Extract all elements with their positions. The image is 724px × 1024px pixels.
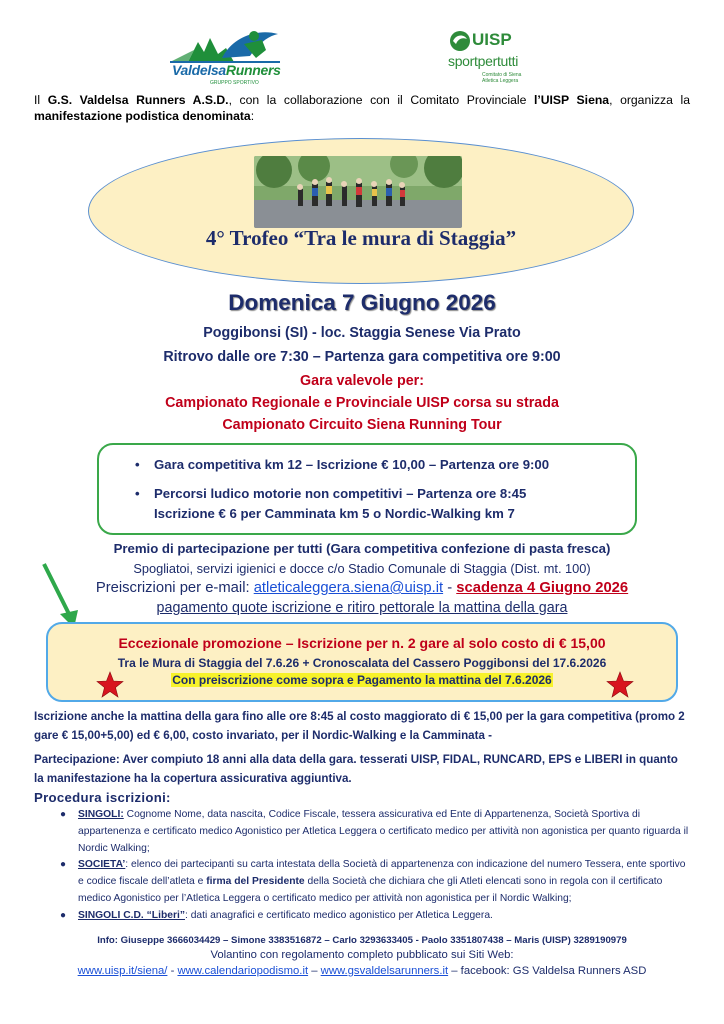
uisp-emblem-icon: [448, 30, 472, 52]
red-star-icon: [606, 671, 634, 699]
bullet-icon: ●: [60, 809, 67, 820]
uisp-sportpertutti-text: sportpertutti: [448, 53, 519, 69]
valid-for-heading: Gara valevole per:: [300, 373, 424, 389]
race-photo: [254, 156, 462, 228]
event-location: Poggibonsi (SI) - loc. Staggia Senese Via Prato: [203, 325, 521, 341]
event-date: Domenica 7 Giugno 2026: [228, 290, 496, 315]
red-star-icon: [96, 671, 124, 699]
procedure-item-societa: ● SOCIETA’: elenco dei partecipanti su carta intestata della Società di appartenenza con indicazione del numero Tessera, ente sportivo e codice fiscale dell’atleta e firma del Presidente della Società che dichiara che gli Atleti elencati sono in regola con il certificato medico Agonistico per l’Atletica Leggera o certificato medico per attività non agonistica per il Nordic Walking;: [78, 856, 690, 907]
websites-line: www.uisp.it/siena/ - www.calendariopodismo.it – www.gsvaldelsarunners.it – facebook: GS Valdelsa Runners ASD: [77, 965, 647, 977]
event-title: 4° Trofeo “Tra le mura di Staggia”: [205, 226, 517, 250]
participation-requirements: Partecipazione: Aver compiuto 18 anni alla data della gara. tesserati UISP, FIDAL, RUNCARD, EPS e LIBERI in quanto la manifestazione ha la copertura assicurativa aggiuntiva.: [34, 753, 678, 785]
valdelsa-logo-text: ValdelsaRunners: [172, 62, 281, 78]
procedure-title: Procedura iscrizioni:: [34, 790, 171, 805]
procedure-item-liberi: ● SINGOLI C.D. “Liberi”: dati anagrafici e certificato medico agonistico per Atletica Leggera.: [78, 907, 690, 924]
uisp-logo-text: UISP: [472, 30, 512, 49]
competitive-race-item: • Gara competitiva km 12 – Iscrizione € 10,00 – Partenza ore 9:00: [154, 455, 549, 475]
uisp-logo: [448, 30, 548, 90]
non-competitive-fee: Iscrizione € 6 per Camminata km 5 o Nordic-Walking km 7: [154, 506, 515, 521]
bullet-icon: ●: [60, 859, 67, 870]
intro-paragraph: Il G.S. Valdelsa Runners A.S.D., con la collaborazione con il Comitato Provinciale l’UISP Siena, organizza la manifestazione podistica denominata:: [34, 93, 690, 123]
championship-circuit: Campionato Circuito Siena Running Tour: [222, 417, 502, 433]
promotion-conditions: Con preiscrizione come sopra e Pagamento la mattina del 7.6.2026: [172, 673, 552, 687]
gsvaldelsarunners-link[interactable]: www.gsvaldelsarunners.it: [320, 965, 449, 977]
uisp-comitato-text: Comitato di Siena: [482, 72, 522, 78]
uisp-siena-link[interactable]: www.uisp.it/siena/: [77, 965, 168, 977]
promotion-races: Tra le Mura di Staggia del 7.6.26 + Cronoscalata del Cassero Poggibonsi del 17.6.2026: [117, 656, 607, 670]
championship-regional: Campionato Regionale e Provinciale UISP corsa su strada: [165, 395, 559, 411]
runner-mountain-icon: [170, 28, 288, 64]
bullet-icon: ●: [60, 910, 67, 921]
uisp-atletica-text: Atletica Leggera: [482, 78, 519, 84]
deadline-text: scadenza 4 Giugno 2026: [456, 580, 629, 596]
calendariopodismo-link[interactable]: www.calendariopodismo.it: [177, 965, 309, 977]
facilities-info: Spogliatoi, servizi igienici e docce c/o Stadio Comunale di Staggia (Dist. mt. 100): [133, 561, 591, 576]
valdelsa-logo-subtitle: GRUPPO SPORTIVO: [210, 80, 259, 86]
non-competitive-item: • Percorsi ludico motorie non competitivi – Partenza ore 8:45: [154, 484, 526, 504]
participation-prize: Premio di partecipazione per tutti (Gara competitiva confezione di pasta fresca): [113, 541, 611, 556]
email-link[interactable]: atleticaleggera.siena@uisp.it: [253, 580, 444, 596]
payment-info: pagamento quote iscrizione e ritiro pettorale la mattina della gara: [156, 600, 568, 616]
flyer-note: Volantino con regolamento completo pubblicato sui Siti Web:: [210, 949, 514, 961]
bullet-icon: •: [135, 486, 140, 501]
preregistration-line: Preiscrizioni per e-mail: atleticaleggera.siena@uisp.it - scadenza 4 Giugno 2026: [95, 580, 629, 596]
bullet-icon: •: [135, 457, 140, 472]
procedure-item-singoli: ● SINGOLI: Cognome Nome, data nascita, Codice Fiscale, tessera assicurativa ed Ente di Appartenenza, Società Sportiva di appartenenza e certificato medico Agonistico per Atletica Leggera o certificato medico per attività non agonistica per quanto riguarda il Nordic Walking;: [78, 806, 690, 857]
promotion-headline: Eccezionale promozione – Iscrizione per n. 2 gare al solo costo di € 15,00: [118, 635, 606, 651]
valdelsa-runners-logo: [170, 28, 288, 90]
contact-info: Info: Giuseppe 3666034429 – Simone 3383516872 – Carlo 3293633405 - Paolo 3351807438 – Maris (UISP) 3289190979: [97, 935, 627, 946]
same-day-registration: Iscrizione anche la mattina della gara fino alle ore 8:45 al costo maggiorato di € 15,00 per la gara competitiva (promo 2 gare € 15,00+5,00) ed € 6,00, costo invariato, per il Nordic-Walking e la Camminata -: [34, 710, 685, 742]
green-arrow-icon: [40, 560, 84, 630]
event-schedule: Ritrovo dalle ore 7:30 – Partenza gara competitiva ore 9:00: [163, 349, 561, 365]
